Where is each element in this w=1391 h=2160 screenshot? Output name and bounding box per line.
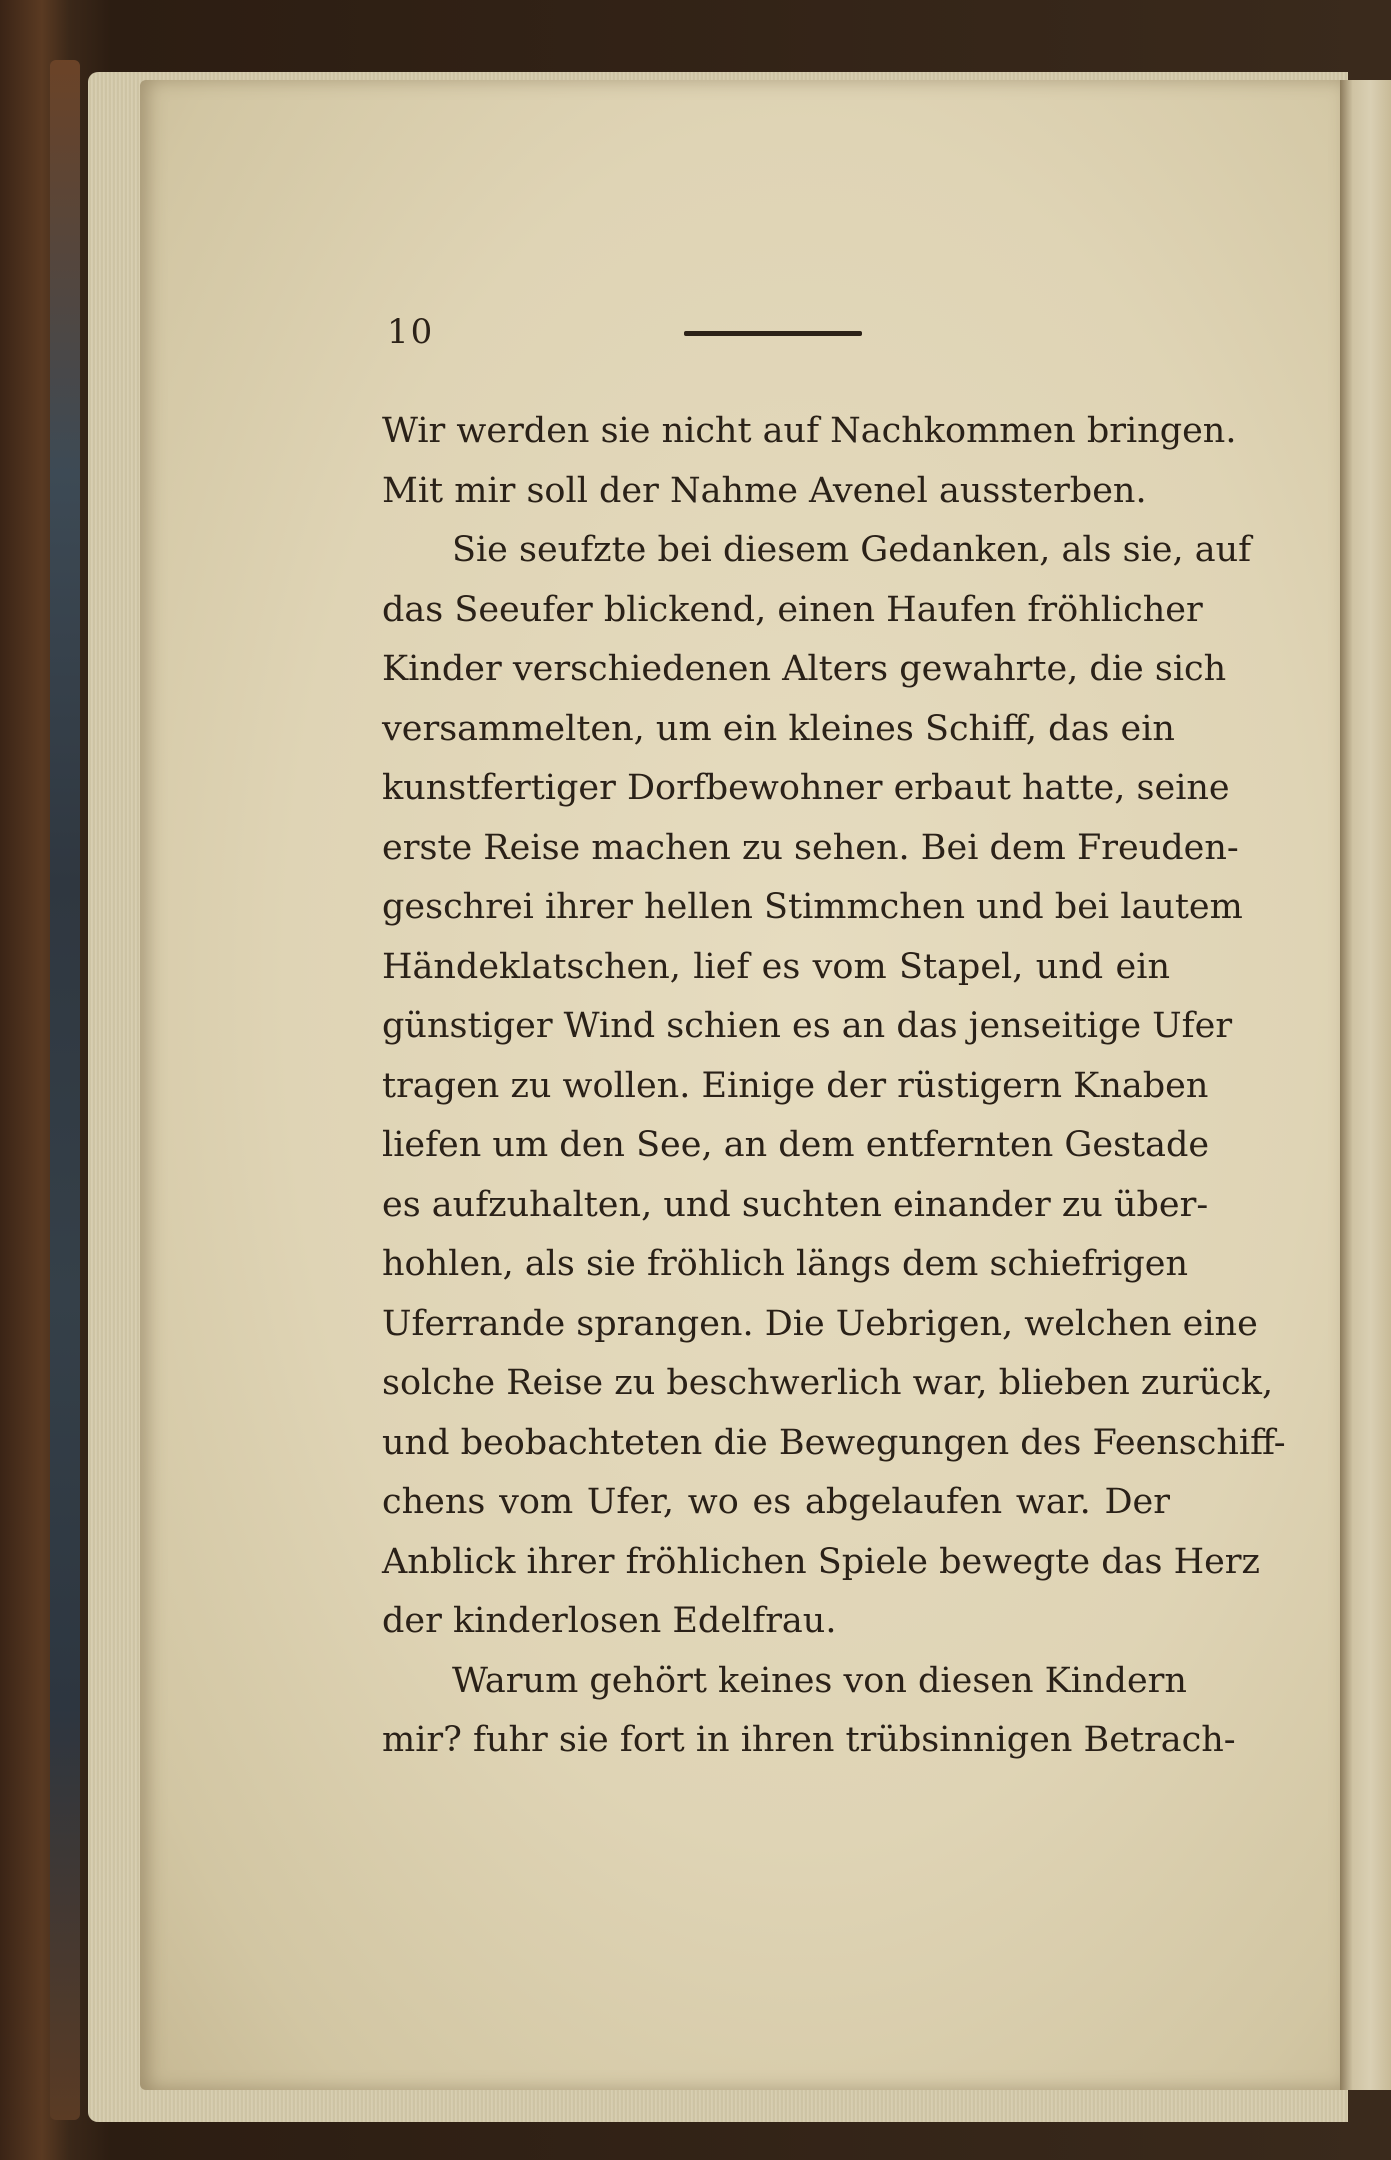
- text-line: geschrei ihrer hellen Stimmchen und bei lautem: [382, 887, 1243, 927]
- body-text: [382, 402, 1286, 1771]
- text-line: hohlen, als sie fröhlich längs dem schiefrigen: [382, 1244, 1189, 1284]
- text-line: versammelten, um ein kleines Schiff, das ein: [382, 708, 1175, 749]
- text-line: Sie seufzte bei diesem Gedanken, als sie, auf: [452, 530, 1252, 570]
- text-line: chens vom Ufer, wo es abgelaufen war. Der: [382, 1482, 1170, 1522]
- text-line: günstiger Wind schien es an das jenseitige Ufer: [382, 1006, 1233, 1046]
- text-line: Warum gehört keines von diesen Kindern: [452, 1660, 1187, 1701]
- text-line: mir? fuhr sie fort in ihren trübsinnigen Betrach-: [382, 1720, 1236, 1760]
- text-line: kunstfertiger Dorfbewohner erbaut hatte, seine: [382, 768, 1230, 808]
- text-line: das Seeufer blickend, einen Haufen fröhlicher: [382, 589, 1203, 630]
- facing-page-edge: [1340, 80, 1391, 2090]
- text-line: Anblick ihrer fröhlichen Spiele bewegte das Herz: [382, 1541, 1260, 1582]
- book-spine-edge: [50, 60, 80, 2120]
- text-line: Wir werden sie nicht auf Nachkommen bringen.: [382, 411, 1237, 451]
- text-line: tragen zu wollen. Einige der rüstigern Knaben: [382, 1065, 1209, 1106]
- header-rule: [684, 331, 862, 336]
- text-line: der kinderlosen Edelfrau.: [382, 1601, 837, 1641]
- text-line: Kinder verschiedenen Alters gewahrte, die sich: [382, 649, 1227, 689]
- text-line: solche Reise zu beschwerlich war, blieben zurück,: [382, 1363, 1274, 1403]
- text-line: erste Reise machen zu sehen. Bei dem Freuden-: [382, 827, 1239, 868]
- text-line: Uferrande sprangen. Die Uebrigen, welchen eine: [382, 1303, 1258, 1344]
- text-line: Mit mir soll der Nahme Avenel aussterben.: [382, 470, 1147, 511]
- text-line: liefen um den See, an dem entfernten Gestade: [382, 1125, 1210, 1165]
- page-number: 10: [387, 312, 435, 352]
- text-line: es aufzuhalten, und suchten einander zu über-: [382, 1184, 1209, 1225]
- text-line: Händeklatschen, lief es vom Stapel, und ein: [382, 946, 1170, 987]
- text-line: und beobachteten die Bewegungen des Feenschiff-: [382, 1422, 1286, 1463]
